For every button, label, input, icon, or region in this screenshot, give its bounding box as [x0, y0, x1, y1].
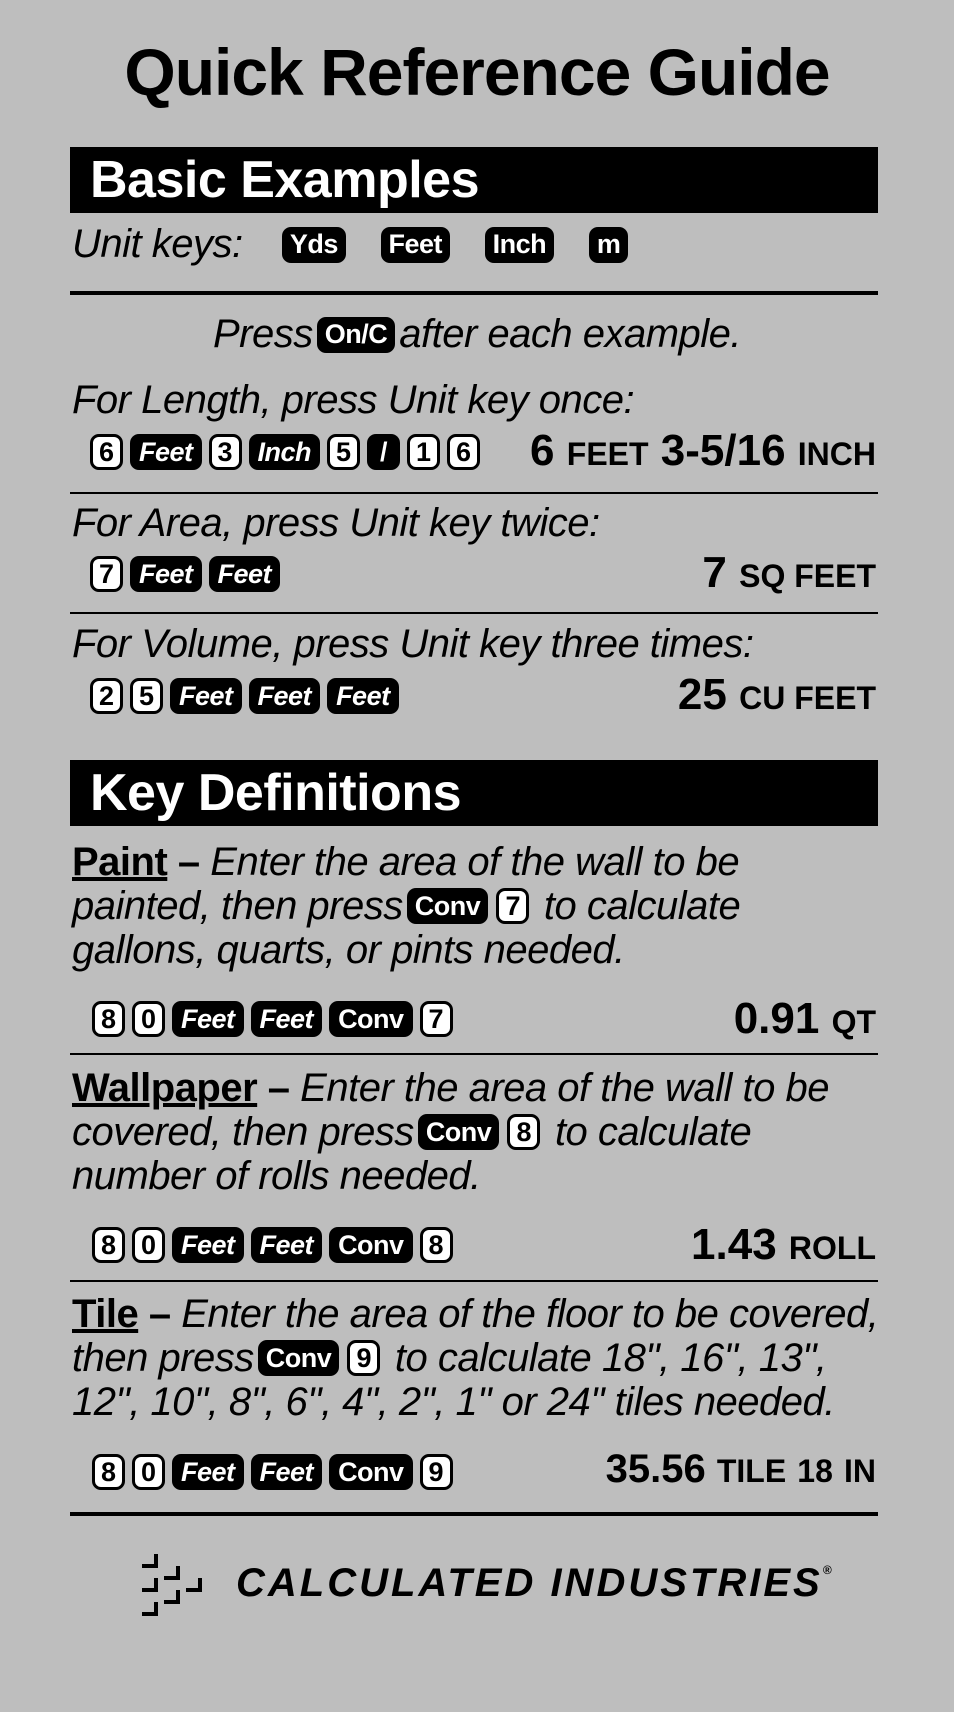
result-value: 25: [677, 670, 727, 719]
press-pre-text: Press: [212, 312, 313, 356]
key-2: 2: [90, 678, 123, 714]
divider: [70, 612, 878, 614]
brand-text: CALCULATED INDUSTRIES: [236, 1560, 823, 1605]
result-value: 3-5/16: [660, 426, 786, 475]
definition-text: Enter the area of the wall to be covered, then press: [72, 1066, 829, 1154]
result-unit: CU FEET: [739, 680, 876, 716]
key-8: 8: [507, 1114, 540, 1150]
key-3: 3: [209, 434, 242, 470]
length-label: For Length, press Unit key once:: [72, 378, 635, 422]
length-key-sequence: [90, 434, 487, 470]
key-feet: Feet: [381, 227, 451, 263]
wallpaper-definition: [72, 1066, 882, 1198]
key-7: 7: [90, 556, 123, 592]
result-value: 7: [702, 548, 727, 597]
key-feet: Feet: [130, 434, 202, 470]
key-6: 6: [90, 434, 123, 470]
key-7: 7: [496, 888, 529, 924]
key-feet: Feet: [327, 678, 399, 714]
key-8: 8: [92, 1454, 125, 1490]
key-feet: Feet: [130, 556, 202, 592]
definition-text: to calculate gallons, quarts, or pints needed.: [72, 884, 741, 972]
dash: –: [148, 1292, 171, 1336]
key-fraction: /: [367, 434, 400, 470]
result-unit: SQ FEET: [739, 558, 876, 594]
dash: –: [267, 1066, 290, 1110]
paint-term: Paint: [72, 840, 168, 884]
key-6: 6: [447, 434, 480, 470]
divider: [70, 1280, 878, 1282]
key-yds: Yds: [282, 227, 346, 263]
result-value: 0.91: [733, 994, 820, 1043]
registered-mark: ®: [822, 1562, 835, 1577]
key-1: 1: [407, 434, 440, 470]
result-unit: IN: [844, 1453, 876, 1489]
divider: [70, 1053, 878, 1055]
key-9: 9: [347, 1340, 380, 1376]
volume-label: For Volume, press Unit key three times:: [72, 622, 754, 666]
key-feet: Feet: [251, 1227, 323, 1263]
page-title: Quick Reference Guide: [124, 35, 830, 109]
key-8: 8: [420, 1227, 453, 1263]
divider: [70, 492, 878, 494]
definition-text: to calculate 18", 16", 13", 12", 10", 8", 6", 4", 2", 1" or 24" tiles needed.: [72, 1336, 835, 1424]
basic-examples-heading: Basic Examples: [70, 147, 878, 213]
paint-result: [734, 994, 876, 1044]
key-feet: Feet: [209, 556, 281, 592]
key-feet: Feet: [251, 1454, 323, 1490]
key-definitions-heading: Key Definitions: [70, 760, 878, 826]
wallpaper-result: [691, 1220, 876, 1270]
result-unit: FEET: [566, 436, 649, 472]
result-value: 1.43: [691, 1220, 777, 1269]
result-value: 6: [530, 426, 555, 475]
key-conv: Conv: [418, 1114, 500, 1150]
unit-keys-row: [72, 222, 632, 267]
key-conv: Conv: [329, 1227, 413, 1263]
key-feet: Feet: [170, 678, 242, 714]
key-0: 0: [132, 1227, 165, 1263]
key-8: 8: [92, 1001, 125, 1037]
divider: [70, 1512, 878, 1516]
key-onc: On/C: [317, 317, 396, 353]
press-instruction: [0, 312, 954, 357]
unit-keys-label: Unit keys:: [72, 222, 243, 266]
key-inch: Inch: [249, 434, 321, 470]
key-7: 7: [420, 1001, 453, 1037]
brand-name: [236, 1561, 835, 1606]
tile-term: Tile: [72, 1292, 139, 1336]
key-conv: Conv: [258, 1340, 340, 1376]
result-unit: ROLL: [788, 1230, 876, 1266]
ci-logo-icon: [130, 1548, 210, 1618]
result-unit: TILE: [716, 1453, 787, 1489]
dash: –: [177, 840, 200, 884]
definition-text: Enter the area of the wall to be painted, then press: [72, 840, 740, 928]
tile-key-sequence: [92, 1454, 460, 1490]
key-8: 8: [92, 1227, 125, 1263]
tile-result: [606, 1447, 876, 1492]
key-conv: Conv: [329, 1001, 413, 1037]
key-9: 9: [420, 1454, 453, 1490]
key-inch: Inch: [485, 227, 555, 263]
wallpaper-key-sequence: [92, 1227, 460, 1263]
key-m: m: [589, 227, 629, 263]
paint-definition: [72, 840, 882, 972]
key-feet: Feet: [249, 678, 321, 714]
key-0: 0: [132, 1001, 165, 1037]
volume-result: [678, 670, 876, 720]
result-unit: QT: [831, 1004, 876, 1040]
wallpaper-term: Wallpaper: [72, 1066, 258, 1110]
area-result: [702, 548, 876, 598]
volume-key-sequence: [90, 678, 406, 714]
definition-text: Enter the area of the floor to be covered, then press: [72, 1292, 879, 1380]
key-feet: Feet: [172, 1454, 244, 1490]
area-key-sequence: [90, 556, 287, 592]
key-feet: Feet: [172, 1227, 244, 1263]
key-0: 0: [132, 1454, 165, 1490]
length-result: [530, 426, 876, 476]
key-conv: Conv: [407, 888, 489, 924]
result-unit: INCH: [797, 436, 876, 472]
divider: [70, 291, 878, 295]
area-label: For Area, press Unit key twice:: [72, 501, 600, 545]
press-post-text: after each example.: [399, 312, 742, 356]
tile-definition: [72, 1292, 882, 1424]
result-value: 35.56: [605, 1447, 706, 1491]
key-conv: Conv: [329, 1454, 413, 1490]
paint-key-sequence: [92, 1001, 460, 1037]
key-5: 5: [130, 678, 163, 714]
definition-text: to calculate number of rolls needed.: [72, 1110, 752, 1198]
result-value: 18: [797, 1453, 833, 1489]
brand-logo: [130, 1548, 835, 1618]
key-5: 5: [327, 434, 360, 470]
key-feet: Feet: [172, 1001, 244, 1037]
key-feet: Feet: [251, 1001, 323, 1037]
